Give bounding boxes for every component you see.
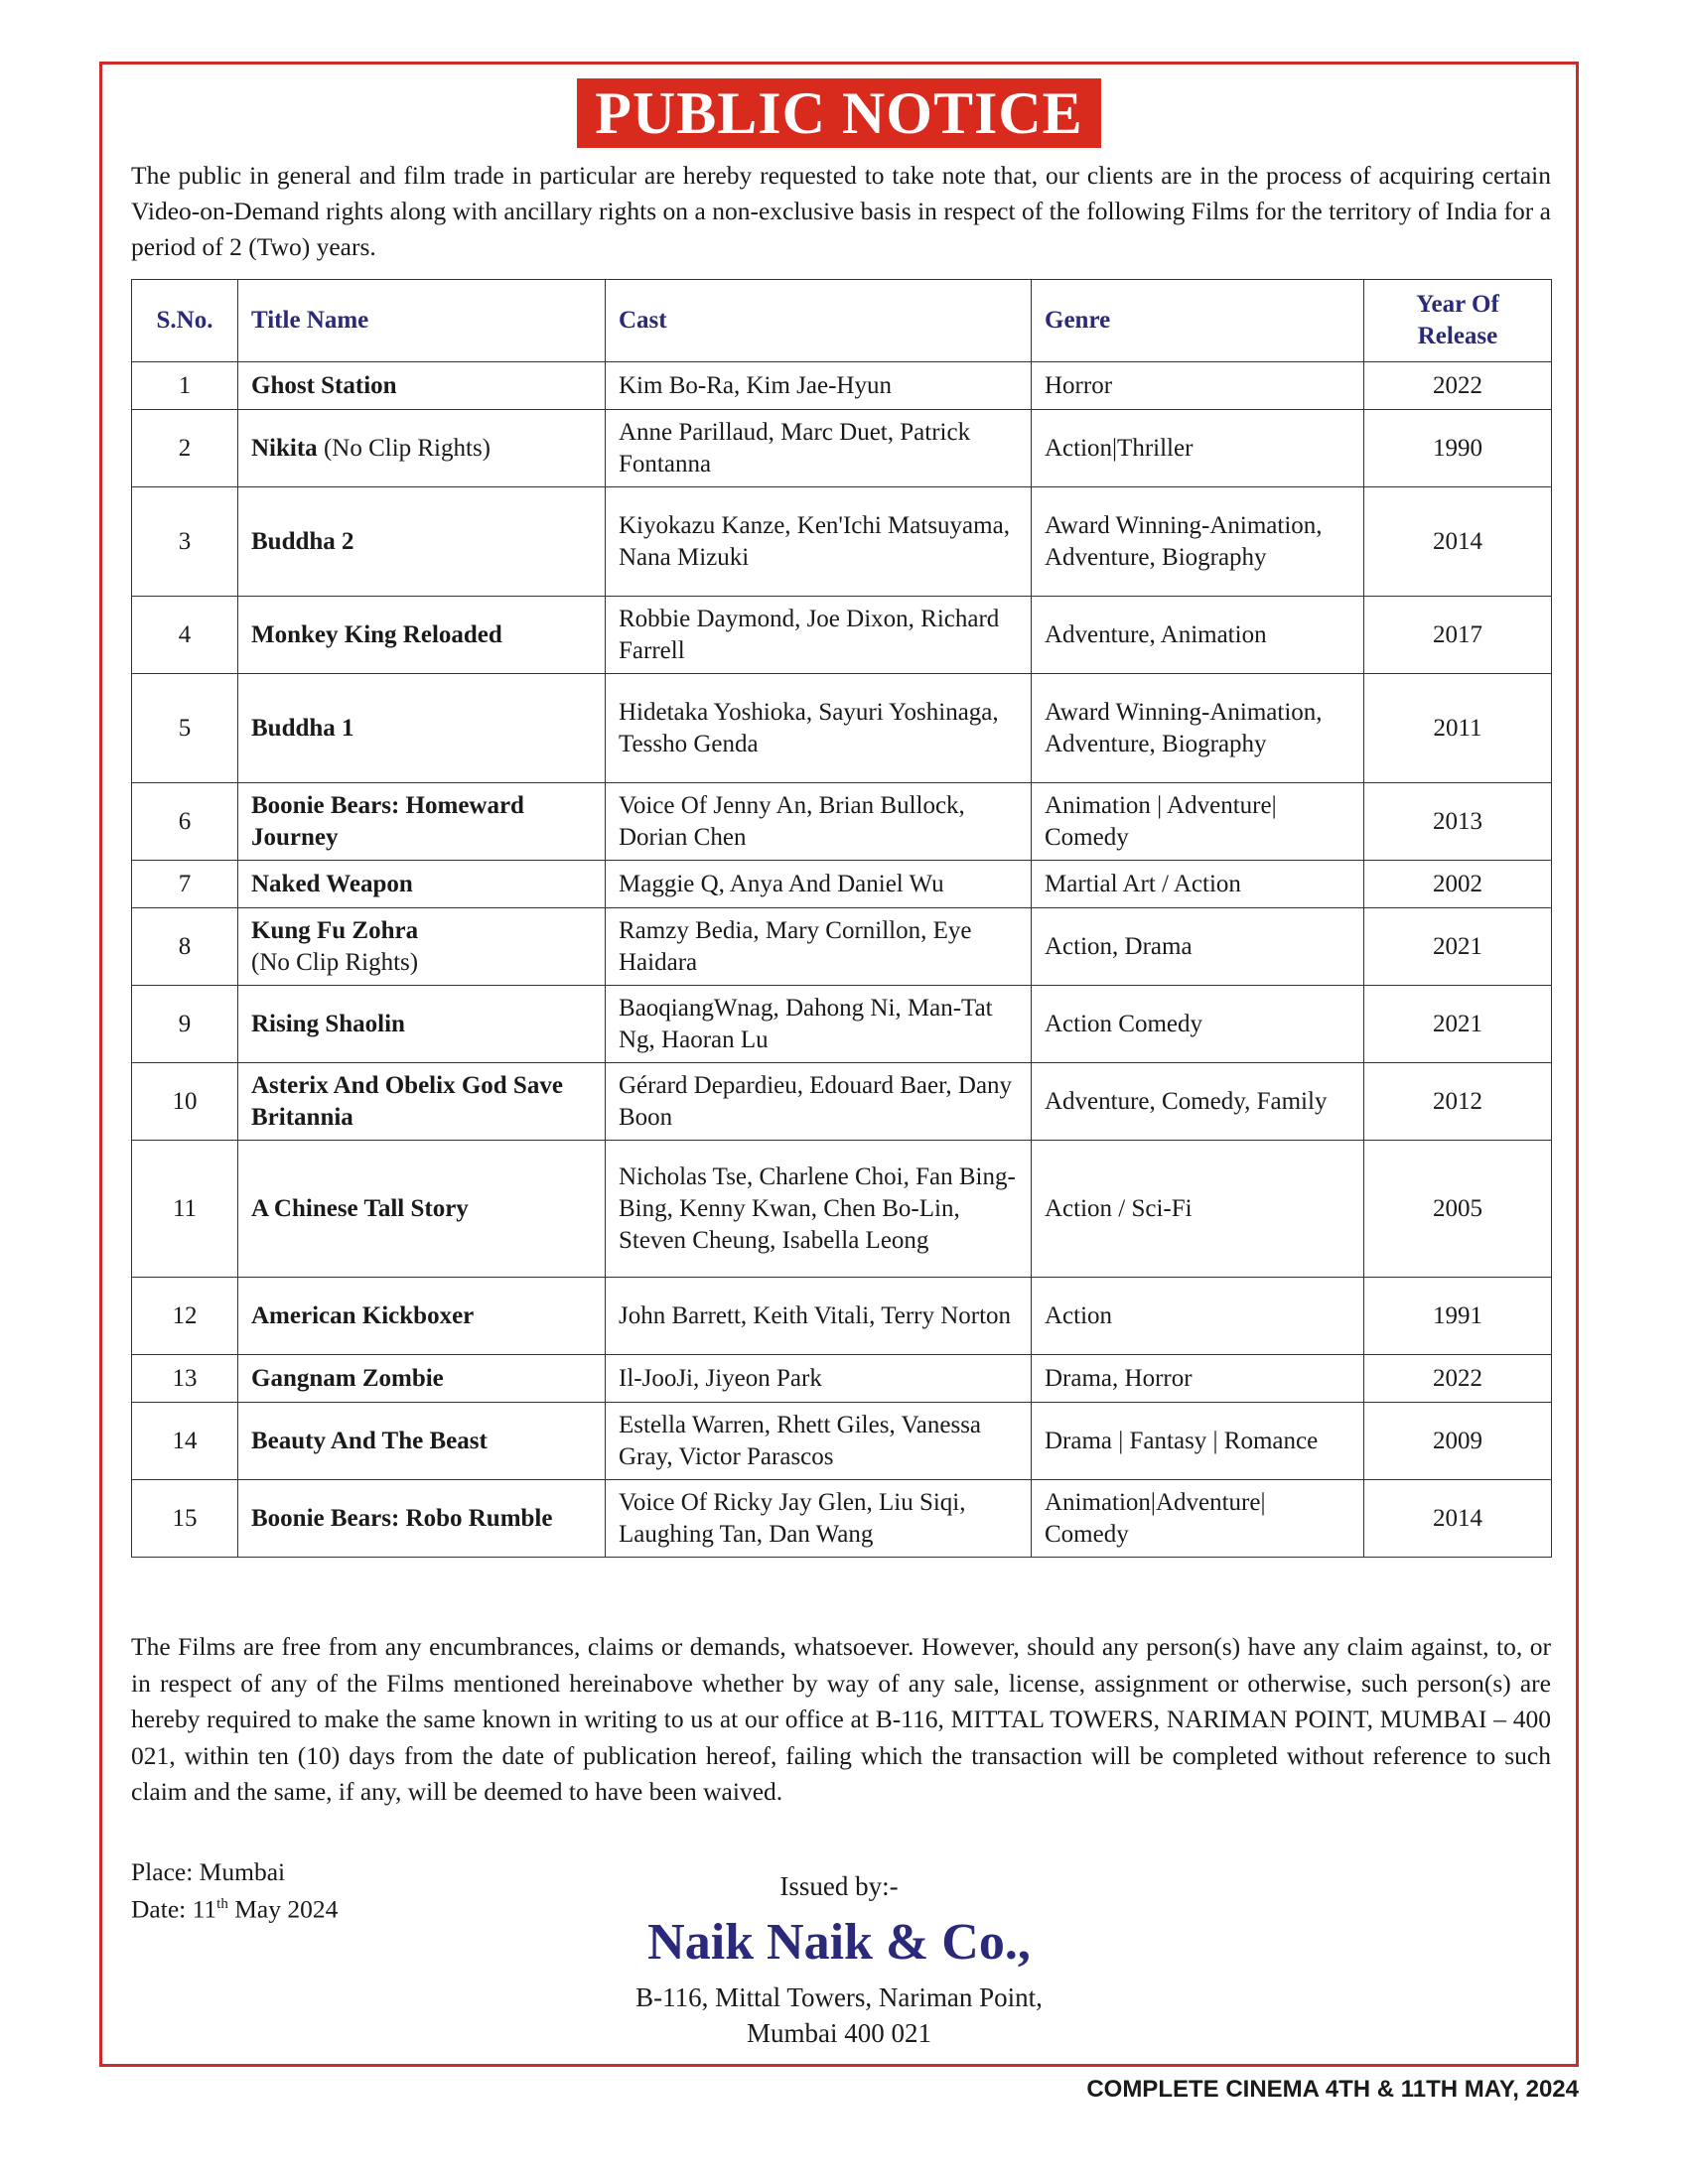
notice-frame	[99, 62, 1579, 2067]
cell-cast: Voice Of Jenny An, Brian Bullock, Dorian Chen	[606, 783, 1032, 861]
cell-cast: Robbie Daymond, Joe Dixon, Richard Farrell	[606, 597, 1032, 674]
cell-genre: Action, Drama	[1032, 908, 1364, 986]
film-title: Beauty And The Beast	[251, 1427, 488, 1454]
cell-year: 2014	[1364, 487, 1552, 597]
cell-sno: 15	[132, 1480, 238, 1558]
films-table	[131, 279, 1552, 1558]
cell-title	[238, 674, 606, 783]
cell-sno: 6	[132, 783, 238, 861]
cell-title	[238, 410, 606, 487]
header-title: Title Name	[238, 280, 606, 362]
cell-title	[238, 597, 606, 674]
table-header-row	[132, 280, 1552, 362]
cell-genre: Action	[1032, 1278, 1364, 1355]
cell-cast: Ramzy Bedia, Mary Cornillon, Eye Haidara	[606, 908, 1032, 986]
cell-year: 2005	[1364, 1141, 1552, 1278]
cell-sno: 14	[132, 1403, 238, 1480]
table-row	[132, 861, 1552, 908]
cell-sno: 12	[132, 1278, 238, 1355]
cell-genre: Martial Art / Action	[1032, 861, 1364, 908]
cell-sno: 9	[132, 986, 238, 1063]
cell-title	[238, 986, 606, 1063]
film-title: Boonie Bears: Robo Rumble	[251, 1504, 553, 1532]
cell-genre: Adventure, Animation	[1032, 597, 1364, 674]
address-line-2: Mumbai 400 021	[747, 2018, 931, 2048]
cell-cast: Kim Bo-Ra, Kim Jae-Hyun	[606, 362, 1032, 410]
cell-year: 2011	[1364, 674, 1552, 783]
cell-cast: Il-JooJi, Jiyeon Park	[606, 1355, 1032, 1403]
cell-genre: Award Winning-Animation, Adventure, Biography	[1032, 487, 1364, 597]
table-row	[132, 674, 1552, 783]
header-sno: S.No.	[132, 280, 238, 362]
cell-genre: Action|Thriller	[1032, 410, 1364, 487]
cell-sno: 11	[132, 1141, 238, 1278]
cell-genre: Animation | Adventure| Comedy	[1032, 783, 1364, 861]
cell-title	[238, 1355, 606, 1403]
header-genre: Genre	[1032, 280, 1364, 362]
notice-title: PUBLIC NOTICE	[577, 78, 1100, 148]
cell-year: 2021	[1364, 986, 1552, 1063]
cell-cast: Anne Parillaud, Marc Duet, Patrick Fontanna	[606, 410, 1032, 487]
cell-cast: Estella Warren, Rhett Giles, Vanessa Gray, Victor Parascos	[606, 1403, 1032, 1480]
firm-name: Naik Naik & Co.,	[647, 1914, 1031, 1971]
table-row	[132, 986, 1552, 1063]
cell-year: 2017	[1364, 597, 1552, 674]
cell-year: 2002	[1364, 861, 1552, 908]
cell-cast: Kiyokazu Kanze, Ken'Ichi Matsuyama, Nana Mizuki	[606, 487, 1032, 597]
film-title: Ghost Station	[251, 371, 397, 399]
cell-title	[238, 1063, 606, 1141]
cell-year: 2012	[1364, 1063, 1552, 1141]
cell-genre: Drama | Fantasy | Romance	[1032, 1403, 1364, 1480]
cell-title	[238, 1278, 606, 1355]
cell-year: 2014	[1364, 1480, 1552, 1558]
cell-sno: 7	[132, 861, 238, 908]
cell-genre: Action Comedy	[1032, 986, 1364, 1063]
film-title: Rising Shaolin	[251, 1010, 405, 1037]
cell-year: 2022	[1364, 1355, 1552, 1403]
cell-cast: BaoqiangWnag, Dahong Ni, Man-Tat Ng, Haoran Lu	[606, 986, 1032, 1063]
cell-genre: Animation|Adventure| Comedy	[1032, 1480, 1364, 1558]
table-row	[132, 783, 1552, 861]
table-row	[132, 1480, 1552, 1558]
cell-genre: Drama, Horror	[1032, 1355, 1364, 1403]
cell-title	[238, 1480, 606, 1558]
cell-title	[238, 362, 606, 410]
table-row	[132, 1063, 1552, 1141]
cell-sno: 8	[132, 908, 238, 986]
film-title: American Kickboxer	[251, 1301, 475, 1329]
header-year-line2: Release	[1417, 323, 1498, 349]
cell-cast: Voice Of Ricky Jay Glen, Liu Siqi, Laughing Tan, Dan Wang	[606, 1480, 1032, 1558]
cell-year: 1991	[1364, 1278, 1552, 1355]
cell-sno: 5	[132, 674, 238, 783]
table-row	[132, 597, 1552, 674]
cell-sno: 10	[132, 1063, 238, 1141]
header-year	[1364, 280, 1552, 362]
films-table-body	[132, 362, 1552, 1558]
cell-year: 2022	[1364, 362, 1552, 410]
cell-sno: 13	[132, 1355, 238, 1403]
table-row	[132, 1403, 1552, 1480]
film-title: Naked Weapon	[251, 870, 413, 897]
film-title: A Chinese Tall Story	[251, 1194, 469, 1222]
title-wrap	[102, 78, 1576, 148]
cell-cast: Hidetaka Yoshioka, Sayuri Yoshinaga, Tessho Genda	[606, 674, 1032, 783]
film-title: Asterix And Obelix God Save Britannia	[251, 1071, 563, 1131]
cell-year: 2013	[1364, 783, 1552, 861]
cell-year: 2021	[1364, 908, 1552, 986]
film-title: Buddha 2	[251, 527, 354, 555]
cell-genre: Action / Sci-Fi	[1032, 1141, 1364, 1278]
date-prefix: Date: 11	[131, 1894, 217, 1924]
cell-sno: 1	[132, 362, 238, 410]
film-title: Buddha 1	[251, 714, 354, 742]
publication-footer: COMPLETE CINEMA 4TH & 11TH MAY, 2024	[1086, 2076, 1579, 2103]
intro-paragraph: The public in general and film trade in particular are hereby requested to take note that, our clients are in the process of acquiring certain Video-on-Demand rights along with ancillary rights on a non-exclusive basis in respect of the following Films for the territory of India for a period of 2 (Two) years.	[131, 161, 1551, 261]
cell-genre: Horror	[1032, 362, 1364, 410]
cell-year: 1990	[1364, 410, 1552, 487]
cell-title	[238, 1141, 606, 1278]
film-title: Kung Fu Zohra	[251, 916, 419, 944]
cell-title	[238, 861, 606, 908]
issued-by: Issued by:-	[779, 1871, 899, 1901]
film-title: Monkey King Reloaded	[251, 620, 502, 648]
film-title: Gangnam Zombie	[251, 1364, 444, 1392]
cell-cast: Nicholas Tse, Charlene Choi, Fan Bing-Bing, Kenny Kwan, Chen Bo-Lin, Steven Cheung, Isabella Leong	[606, 1141, 1032, 1278]
cell-genre: Adventure, Comedy, Family	[1032, 1063, 1364, 1141]
cell-sno: 2	[132, 410, 238, 487]
table-row	[132, 487, 1552, 597]
film-note: (No Clip Rights)	[317, 434, 492, 462]
table-row	[132, 908, 1552, 986]
cell-genre: Award Winning-Animation, Adventure, Biography	[1032, 674, 1364, 783]
cell-cast: Maggie Q, Anya And Daniel Wu	[606, 861, 1032, 908]
address-line-1: B-116, Mittal Towers, Nariman Point,	[635, 1982, 1043, 2012]
cell-year: 2009	[1364, 1403, 1552, 1480]
cell-title	[238, 487, 606, 597]
table-row	[132, 410, 1552, 487]
date-rest: May 2024	[227, 1894, 339, 1924]
cell-sno: 3	[132, 487, 238, 597]
table-row	[132, 1278, 1552, 1355]
table-row	[132, 1141, 1552, 1278]
cell-title	[238, 908, 606, 986]
film-note: (No Clip Rights)	[251, 948, 419, 976]
header-year-line1: Year Of	[1416, 291, 1499, 318]
film-title: Boonie Bears: Homeward Journey	[251, 791, 524, 851]
film-title: Nikita	[251, 434, 318, 462]
date-suffix: th	[216, 1896, 228, 1912]
cell-cast: John Barrett, Keith Vitali, Terry Norton	[606, 1278, 1032, 1355]
table-row	[132, 1355, 1552, 1403]
cell-cast: Gérard Depardieu, Edouard Baer, Dany Boon	[606, 1063, 1032, 1141]
cell-title	[238, 1403, 606, 1480]
table-row	[132, 362, 1552, 410]
cell-title	[238, 783, 606, 861]
header-cast: Cast	[606, 280, 1032, 362]
place-line: Place: Mumbai	[131, 1857, 286, 1886]
closing-paragraph: The Films are free from any encumbrances, claims or demands, whatsoever. However, should any person(s) have any claim against, to, or in respect of any of the Films mentioned hereinabove whether by way of any sale, license, assignment or otherwise, such person(s) are hereby required to make the same known in writing to us at our office at B-116, MITTAL TOWERS, NARIMAN POINT, MUMBAI – 400 021, within ten (10) days from the date of publication hereof, failing which the transaction will be completed without reference to such claim and the same, if any, will be deemed to have been waived.	[131, 1632, 1551, 1806]
cell-sno: 4	[132, 597, 238, 674]
